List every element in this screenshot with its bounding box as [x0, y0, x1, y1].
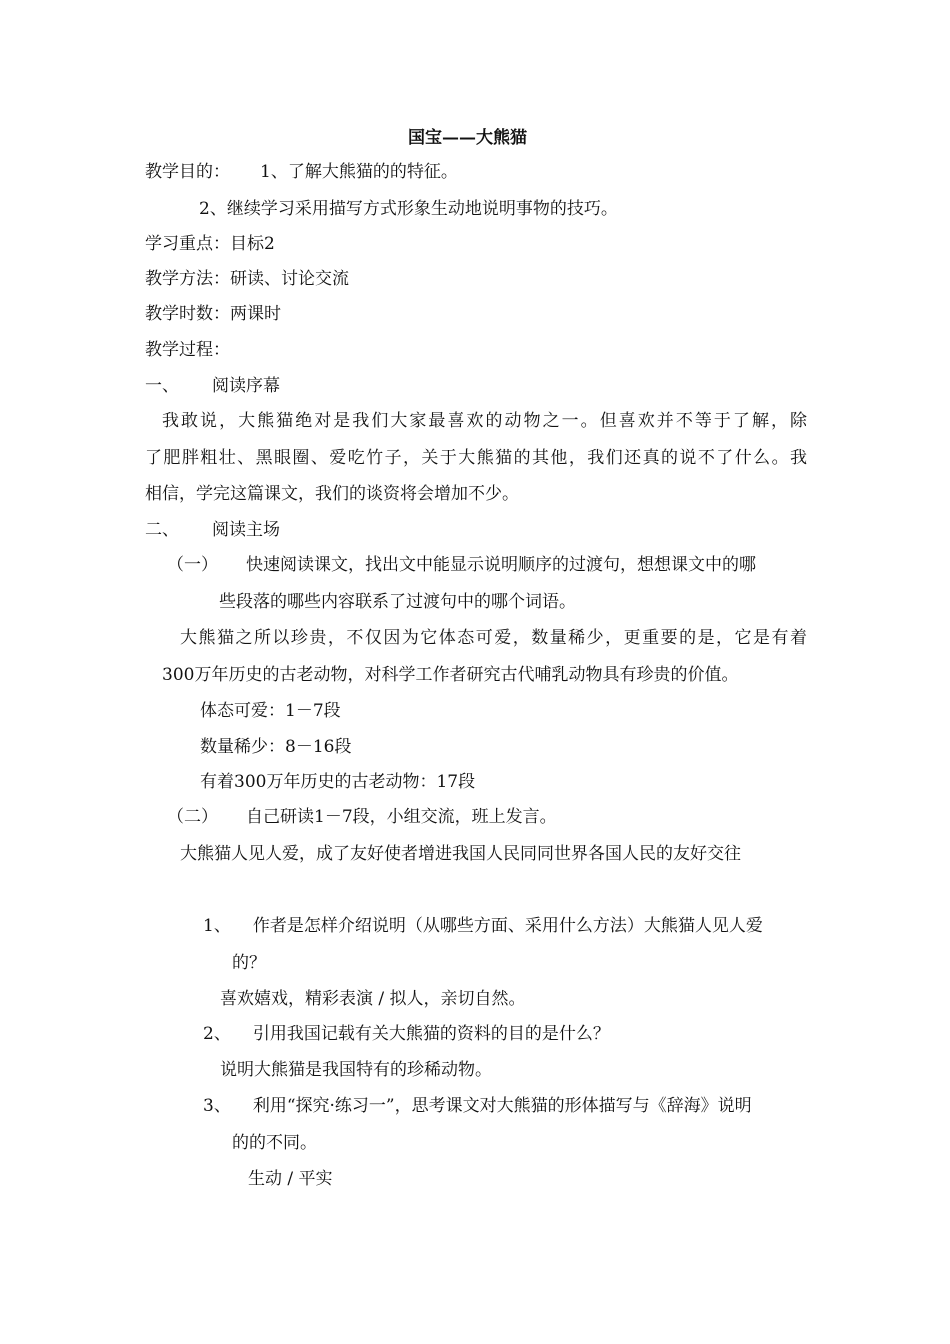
- question-1-line-1: [203, 914, 763, 938]
- question-3-text: 利用“探究·练习一”，思考课文对大熊猫的形体描写与《辞海》说明: [252, 1096, 752, 1116]
- question-1-answer: 喜欢嬉戏，精彩表演 / 拟人，亲切自然。: [220, 989, 526, 1009]
- question-3-answer: 生动 / 平实: [248, 1169, 333, 1189]
- intro-line-3: 相信，学完这篇课文，我们的谈资将会增加不少。: [145, 484, 519, 504]
- question-1-number: 1、: [203, 916, 231, 936]
- intro-text-1: 我敢说，大熊猫绝对是我们大家最喜欢的动物之一。但喜欢并不等于了解，除: [162, 411, 810, 431]
- question-2-text: 引用我国记载有关大熊猫的资料的目的是什么？: [252, 1024, 610, 1044]
- section-2-number: 二、: [145, 520, 179, 540]
- question-2-line-1: [203, 1022, 610, 1046]
- teaching-process: 教学过程：: [145, 340, 230, 360]
- part-2-number: （二）: [167, 807, 218, 827]
- transition-line-1: [180, 626, 807, 650]
- question-3-line-1: [203, 1094, 752, 1118]
- part-2-text: 自己研读1－7段，小组交流，班上发言。: [246, 807, 557, 827]
- question-2-number: 2、: [203, 1024, 231, 1044]
- objective-label: 教学目的：: [145, 162, 230, 182]
- intro-line-2: [145, 446, 807, 470]
- section-1-number: 一、: [145, 376, 179, 396]
- objective-item-1: 1、了解大熊猫的的特征。: [260, 162, 458, 182]
- transition-text-1: 大熊猫之所以珍贵，不仅因为它体态可爱，数量稀少，更重要的是，它是有着: [180, 628, 809, 648]
- question-2-answer: 说明大熊猫是我国特有的珍稀动物。: [220, 1060, 492, 1080]
- key-point: 学习重点：目标2: [145, 234, 275, 254]
- friendship-line: 大熊猫人见人爱，成了友好使者增进我国人民同同世界各国人民的友好交往: [180, 844, 741, 864]
- intro-line-1: [162, 409, 810, 433]
- question-1-text: 作者是怎样介绍说明（从哪些方面、采用什么方法）大熊猫人见人爱: [252, 916, 763, 936]
- section-1-heading: [145, 374, 280, 398]
- mapping-b: 数量稀少：8－16段: [200, 737, 352, 757]
- question-1-line-2: 的？: [232, 953, 266, 973]
- transition-line-2: 300万年历史的古老动物，对科学工作者研究古代哺乳动物具有珍贵的价值。: [162, 665, 739, 685]
- mapping-c: 有着300万年历史的古老动物：17段: [200, 772, 476, 792]
- part-1-number: （一）: [167, 555, 218, 575]
- question-3-line-2: 的的不同。: [232, 1133, 317, 1153]
- part-1-text-1: 快速阅读课文，找出文中能显示说明顺序的过渡句，想想课文中的哪: [246, 555, 756, 575]
- part-1-line-2: 些段落的哪些内容联系了过渡句中的哪个词语。: [219, 592, 576, 612]
- intro-text-2: 了肥胖粗壮、黑眼圈、爱吃竹子，关于大熊猫的其他，我们还真的说不了什么。我: [145, 448, 809, 468]
- objective-item-2: 2、继续学习采用描写方式形象生动地说明事物的技巧。: [199, 199, 618, 219]
- document-title: 国宝——大熊猫: [408, 128, 527, 148]
- mapping-a: 体态可爱：1－7段: [200, 701, 341, 721]
- section-2-heading: [145, 518, 280, 542]
- teaching-method: 教学方法：研读、讨论交流: [145, 269, 349, 289]
- section-2-title: 阅读主场: [212, 520, 280, 540]
- section-1-title: 阅读序幕: [212, 376, 280, 396]
- part-2-line: [167, 805, 557, 829]
- objective-line-1: [145, 160, 458, 184]
- part-1-line-1: [167, 553, 756, 577]
- teaching-hours: 教学时数：两课时: [145, 304, 281, 324]
- question-3-number: 3、: [203, 1096, 231, 1116]
